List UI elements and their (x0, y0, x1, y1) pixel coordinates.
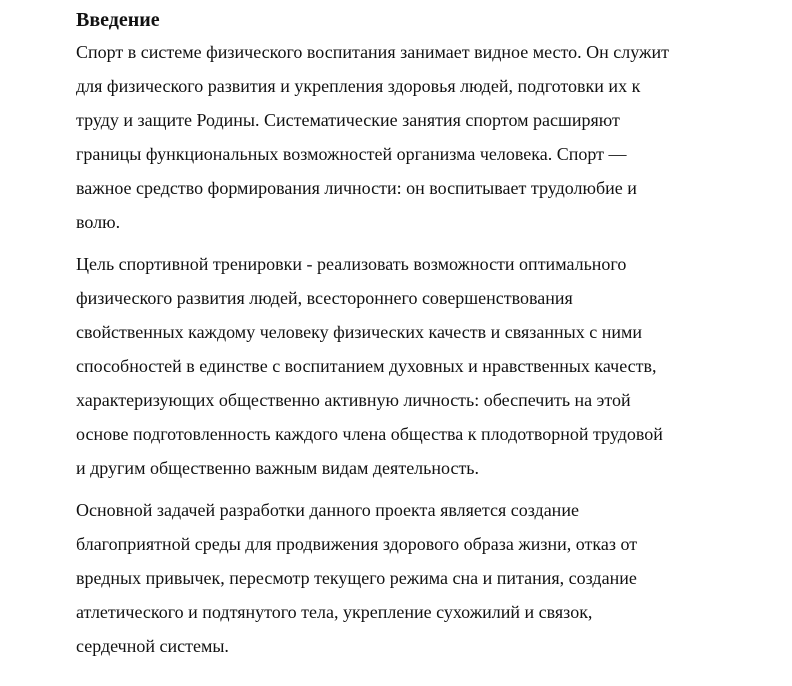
text-line: Цель спортивной тренировки - реализовать возможности оптимального (76, 254, 627, 274)
text-line: важное средство формирования личности: он воспитывает трудолюбие и (76, 178, 637, 198)
text-line: волю. (76, 212, 121, 232)
text-line: атлетического и подтянутого тела, укрепление сухожилий и связок, (76, 602, 593, 622)
text-line: свойственных каждому человеку физических качеств и связанных с ними (76, 322, 642, 342)
text-line: основе подготовленность каждого члена общества к плодотворной трудовой (76, 424, 663, 444)
text-line: границы функциональных возможностей организма человека. Спорт — (76, 144, 627, 164)
text-line: вредных привычек, пересмотр текущего режима сна и питания, создание (76, 568, 637, 588)
text-line: характеризующих общественно активную личность: обеспечить на этой (76, 390, 631, 410)
text-line: для физического развития и укрепления здоровья людей, подготовки их к (76, 76, 641, 96)
paragraph-project-task (76, 493, 752, 663)
document-heading: Введение (76, 9, 160, 31)
text-line: и другим общественно важным видам деятельность. (76, 458, 480, 478)
text-line: труду и защите Родины. Систематические занятия спортом расширяют (76, 110, 620, 130)
text-line: Основной задачей разработки данного проекта является создание (76, 500, 579, 520)
text-line: Спорт в системе физического воспитания занимает видное место. Он служит (76, 42, 669, 62)
text-line: сердечной системы. (76, 636, 229, 656)
paragraph-training-goal (76, 247, 752, 485)
paragraph-sport-role (76, 35, 752, 239)
text-line: благоприятной среды для продвижения здорового образа жизни, отказ от (76, 534, 638, 554)
text-line: способностей в единстве с воспитанием духовных и нравственных качеств, (76, 356, 657, 376)
text-line: физического развития людей, всестороннего совершенствования (76, 288, 573, 308)
